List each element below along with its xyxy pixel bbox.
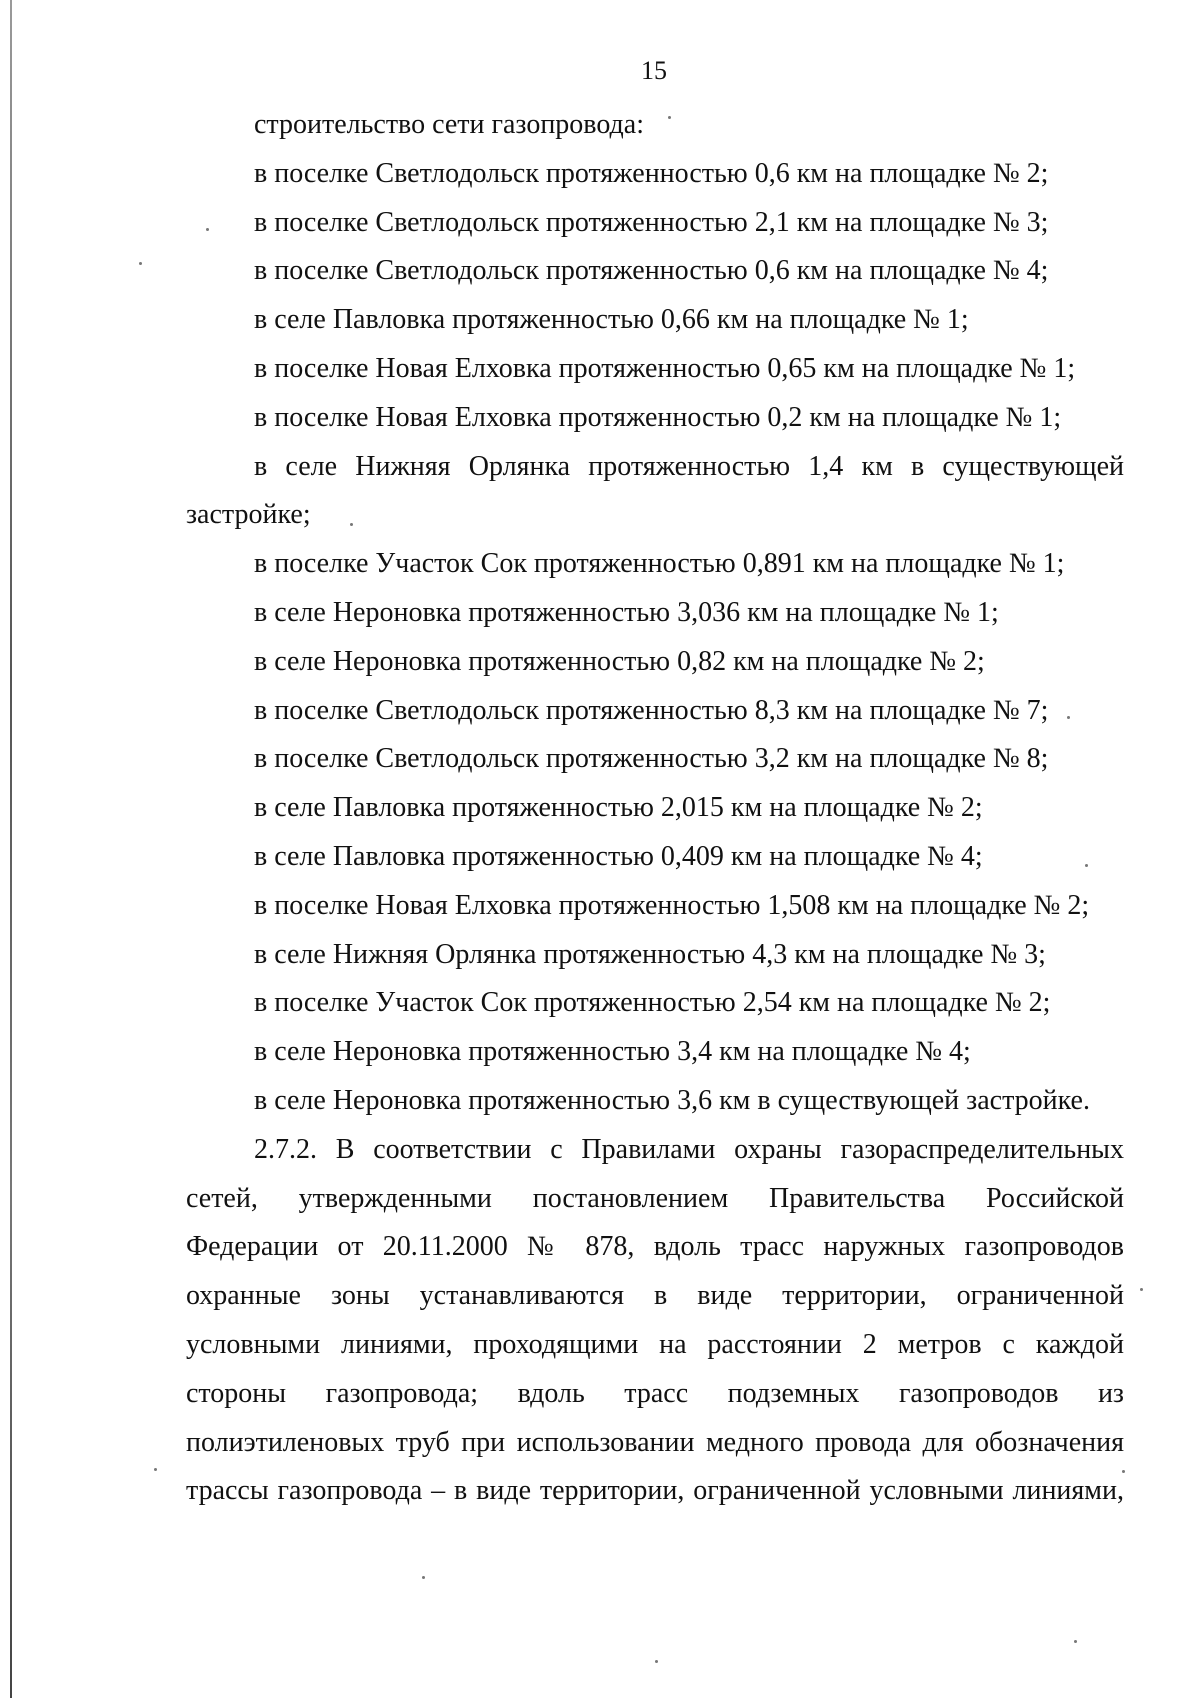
list-item: в селе Нероновка протяженностью 3,036 км на площадке № 1; bbox=[254, 596, 999, 628]
page-body bbox=[186, 101, 1124, 1516]
list-item: в селе Павловка протяженностью 0,409 км на площадке № 4; bbox=[254, 840, 983, 872]
paragraph-2-7-2 bbox=[186, 1126, 1124, 1516]
paragraph-line: Федерации от 20.11.2000 № 878, вдоль трасс наружных газопроводов bbox=[186, 1231, 1124, 1263]
scan-speck bbox=[1067, 716, 1070, 719]
scan-speck bbox=[1122, 1470, 1125, 1473]
paragraph-line: трассы газопровода – в виде территории, ограниченной условными линиями, bbox=[186, 1475, 1124, 1507]
list-item: в поселке Светлодольск протяженностью 0,6 км на площадке № 2; bbox=[254, 157, 1049, 189]
paragraph-line: условными линиями, проходящими на расстоянии 2 метров с каждой bbox=[186, 1328, 1124, 1360]
list-item: в селе Нероновка протяженностью 0,82 км на площадке № 2; bbox=[254, 645, 985, 677]
list-item: в поселке Светлодольск протяженностью 3,2 км на площадке № 8; bbox=[254, 743, 1049, 775]
list-item: в поселке Участок Сок протяженностью 2,54 км на площадке № 2; bbox=[254, 987, 1051, 1019]
list-item-orlyanka-line1: в селе Нижняя Орлянка протяженностью 1,4 км в существующей bbox=[254, 450, 1124, 482]
list-item: в селе Павловка протяженностью 2,015 км на площадке № 2; bbox=[254, 792, 983, 824]
list-item: в селе Павловка протяженностью 0,66 км на площадке № 1; bbox=[254, 304, 969, 336]
list-item: в поселке Новая Елховка протяженностью 0,2 км на площадке № 1; bbox=[254, 401, 1062, 433]
scan-speck bbox=[668, 116, 671, 119]
list-item: в поселке Светлодольск протяженностью 2,1 км на площадке № 3; bbox=[254, 206, 1049, 238]
paragraph-line: сетей, утвержденными постановлением Правительства Российской bbox=[186, 1182, 1124, 1214]
page-number: 15 bbox=[641, 56, 667, 85]
scan-speck bbox=[655, 1660, 658, 1663]
list-item: в селе Нероновка протяженностью 3,4 км на площадке № 4; bbox=[254, 1036, 971, 1068]
list-item: в селе Нероновка протяженностью 3,6 км в существующей застройке. bbox=[254, 1084, 1090, 1116]
scan-speck bbox=[154, 1468, 157, 1471]
gas-network-list-a bbox=[186, 150, 1124, 443]
section-intro: строительство сети газопровода: bbox=[254, 109, 644, 140]
list-item: в поселке Новая Елховка протяженностью 0,65 км на площадке № 1; bbox=[254, 352, 1076, 384]
gas-network-list-b bbox=[186, 540, 1124, 1126]
list-item: в поселке Новая Елховка протяженностью 1,508 км на площадке № 2; bbox=[254, 889, 1090, 921]
scan-edge-line bbox=[10, 0, 12, 1698]
scan-speck bbox=[1074, 1640, 1077, 1643]
scan-speck bbox=[1085, 864, 1088, 867]
list-item-orlyanka-line2: застройке; bbox=[186, 499, 311, 531]
scan-speck bbox=[1140, 1288, 1143, 1291]
scan-speck bbox=[422, 1576, 425, 1579]
list-item: в поселке Участок Сок протяженностью 0,891 км на площадке № 1; bbox=[254, 548, 1065, 580]
scan-speck bbox=[139, 262, 142, 265]
list-item: в поселке Светлодольск протяженностью 0,6 км на площадке № 4; bbox=[254, 255, 1049, 287]
paragraph-line: полиэтиленовых труб при использовании медного провода для обозначения bbox=[186, 1426, 1124, 1458]
paragraph-line: охранные зоны устанавливаются в виде территории, ограниченной bbox=[186, 1280, 1124, 1312]
scan-speck bbox=[350, 523, 353, 526]
scan-speck bbox=[206, 228, 209, 231]
paragraph-line: стороны газопровода; вдоль трасс подземных газопроводов из bbox=[186, 1377, 1124, 1409]
list-item: в поселке Светлодольск протяженностью 8,3 км на площадке № 7; bbox=[254, 694, 1049, 726]
paragraph-line: 2.7.2. В соответствии с Правилами охраны газораспределительных bbox=[254, 1133, 1124, 1165]
list-item: в селе Нижняя Орлянка протяженностью 4,3 км на площадке № 3; bbox=[254, 938, 1046, 970]
